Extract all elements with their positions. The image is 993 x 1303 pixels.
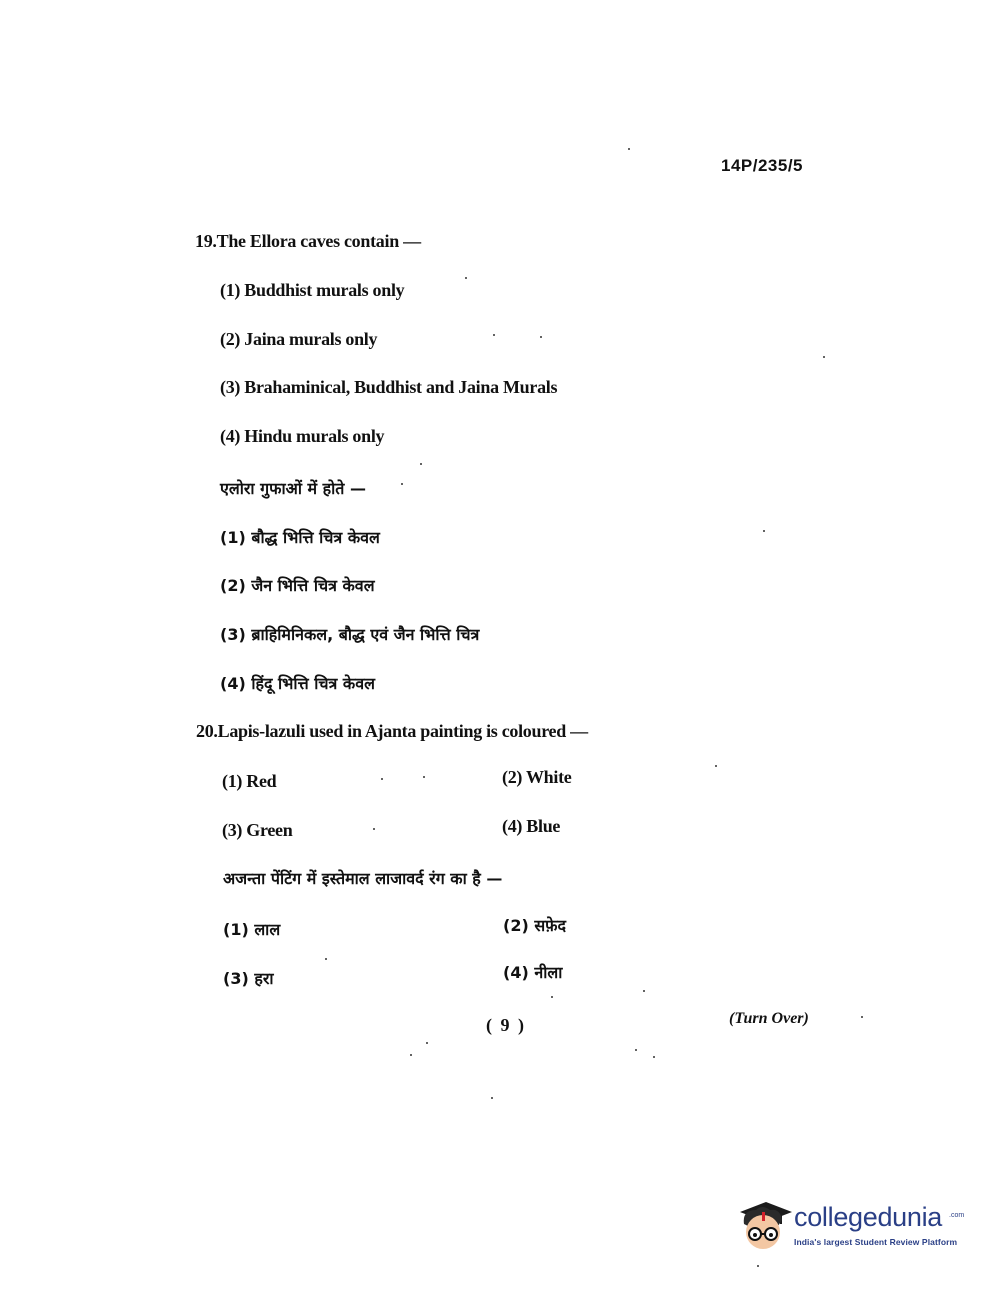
q19-option-2-hi: (2) जैन भित्ति चित्र केवल — [220, 576, 375, 595]
q20-text-hi: अजन्ता पेंटिंग में इस्तेमाल लाजावर्द रंग का है — — [223, 869, 503, 888]
q20-option-4-hi: (4) नीला — [503, 963, 563, 982]
q19-option-3-hi: (3) ब्राहिमिनिकल, बौद्ध एवं जैन भित्ति चित्र — [220, 625, 480, 644]
mascot-logo-icon — [736, 1196, 794, 1258]
q20-option-1-hi: (1) लाल — [223, 920, 281, 939]
q19-text-hi: एलोरा गुफाओं में होते — — [220, 479, 366, 498]
question-text: Lapis-lazuli used in Ajanta painting is coloured — — [217, 721, 588, 741]
q20-option-2-hi: (2) सफ़ेद — [503, 916, 566, 935]
q19-option-4-en: (4) Hindu murals only — [220, 426, 385, 446]
q19-option-1-hi: (1) बौद्ध भित्ति चित्र केवल — [220, 528, 380, 547]
q20-option-3-hi: (3) हरा — [223, 969, 274, 988]
collegedunia-suffix: .com — [949, 1212, 965, 1219]
q19-option-4-hi: (4) हिंदू भित्ति चित्र केवल — [220, 674, 375, 693]
q19-option-1-en: (1) Buddhist murals only — [220, 280, 405, 300]
q19-option-2-en: (2) Jaina murals only — [220, 329, 378, 349]
page-number: ( 9 ) — [486, 1015, 526, 1035]
question-number: 19. — [195, 231, 217, 251]
collegedunia-watermark — [736, 1196, 966, 1262]
q20-option-2-en: (2) White — [502, 767, 572, 787]
question-20 — [196, 721, 588, 742]
collegedunia-brand: collegedunia — [794, 1202, 943, 1232]
q19-option-3-en: (3) Brahaminical, Buddhist and Jaina Murals — [220, 377, 558, 397]
q20-option-3-en: (3) Green — [222, 820, 293, 840]
question-number: 20. — [196, 721, 218, 741]
q20-option-1-en: (1) Red — [222, 771, 277, 791]
question-19 — [195, 231, 421, 252]
turn-over-note: (Turn Over) — [729, 1010, 809, 1027]
paper-code: 14P/235/5 — [721, 156, 804, 175]
collegedunia-tagline: India's largest Student Review Platform — [794, 1237, 958, 1247]
question-text: The Ellora caves contain — — [216, 231, 421, 251]
q20-option-4-en: (4) Blue — [502, 816, 561, 836]
